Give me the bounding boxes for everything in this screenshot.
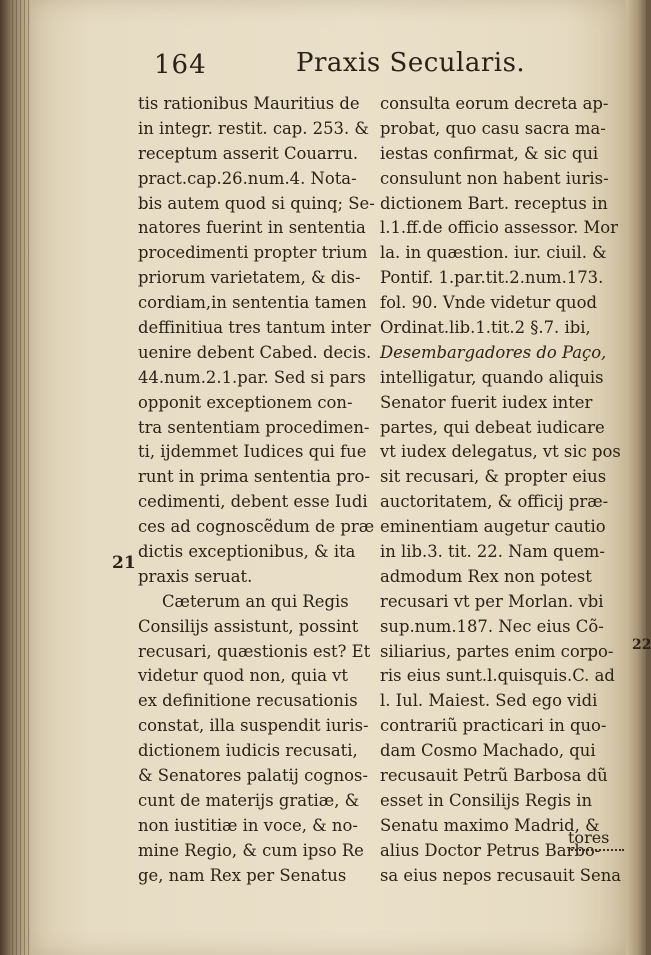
text-line: fol. 90. Vnde videtur quod	[380, 293, 597, 313]
text-line: esset in Consilijs Regis in	[380, 790, 593, 810]
text-line: 44.num.2.1.par. Sed si pars	[138, 367, 366, 387]
text-line: sit recusari, & propter eius	[380, 467, 607, 487]
text-line: cedimenti, debent esse Iudi	[138, 492, 368, 512]
text-line: receptum asserit Couarru.	[138, 143, 359, 163]
text-line: consulta eorum decreta ap-	[380, 94, 609, 113]
text-line: & Senatores palatij cognos-	[138, 766, 368, 786]
text-line: dictionem iudicis recusati,	[138, 741, 358, 761]
text-line: Senatu maximo Madrid, &	[380, 815, 600, 835]
text-line: dam Cosmo Machado, qui	[380, 741, 596, 761]
page-number: 164	[154, 50, 207, 80]
text-line: l.1.ff.de officio assessor. Mor	[380, 218, 618, 238]
text-line: in integr. restit. cap. 253. &	[138, 118, 369, 138]
margin-number-left: 21	[112, 553, 136, 573]
text-line: probat, quo casu sacra ma-	[380, 118, 606, 138]
book-page	[30, 0, 651, 955]
text-line: tra sententiam procedimen-	[138, 417, 370, 437]
text-line: intelligatur, quando aliquis	[380, 367, 604, 387]
text-line: la. in quæstion. iur. ciuil. &	[380, 243, 607, 263]
text-line: bis autem quod si quinq; Se-	[138, 193, 375, 213]
text-line: recusari, quæstionis est? Et	[138, 641, 371, 661]
text-line: cordiam,in sententia tamen	[138, 293, 367, 313]
text-line: deffinitiua tres tantum inter	[138, 318, 371, 338]
text-line: pract.cap.26.num.4. Nota-	[138, 168, 357, 188]
text-line: partes, qui debeat iudicare	[380, 417, 605, 437]
text-line: videtur quod non, quia vt	[138, 666, 349, 686]
text-line: praxis seruat.	[138, 566, 253, 586]
right-column	[380, 92, 640, 889]
text-line: Pontif. 1.par.tit.2.num.173.	[380, 268, 604, 288]
text-line: procedimenti propter trium	[138, 243, 368, 263]
catchword-underline	[568, 849, 624, 851]
text-line: Ordinat.lib.1.tit.2 §.7. ibi,	[380, 318, 591, 338]
text-line: sup.num.187. Nec eius Cõ-	[380, 616, 604, 636]
text-line: sa eius nepos recusauit Sena	[380, 865, 622, 885]
text-line: opponit exceptionem con-	[138, 392, 353, 412]
page-header	[30, 46, 626, 86]
text-line: runt in prima sententia pro-	[138, 467, 370, 487]
text-line: iestas confirmat, & sic qui	[380, 143, 599, 163]
text-line: Cæterum an qui Regis	[162, 591, 349, 611]
text-line: siliarius, partes enim corpo-	[380, 641, 614, 661]
text-line: dictis exceptionibus, & ita	[138, 542, 356, 562]
text-line: ris eius sunt.l.quisquis.C. ad	[380, 666, 615, 686]
margin-number-right: 22	[632, 637, 651, 653]
text-line: recusauit Petrũ Barbosa dũ	[380, 766, 608, 786]
text-line: l. Iul. Maiest. Sed ego vidi	[380, 691, 598, 711]
text-line: vt iudex delegatus, vt sic pos	[380, 442, 621, 462]
text-line: consulunt non habent iuris-	[380, 168, 609, 188]
text-line: Consilijs assistunt, possint	[138, 616, 359, 636]
catchword: tores	[568, 828, 610, 847]
text-line: tis rationibus Mauritius de	[138, 94, 360, 113]
left-column	[138, 92, 390, 889]
text-line: alius Doctor Petrus Barbo-	[380, 840, 601, 860]
text-line: in lib.3. tit. 22. Nam quem-	[380, 542, 605, 562]
text-line: ge, nam Rex per Senatus	[138, 865, 347, 885]
text-line: eminentiam augetur cautio	[380, 517, 606, 537]
text-line: admodum Rex non potest	[380, 566, 592, 586]
text-line: recusari vt per Morlan. vbi	[380, 591, 604, 611]
text-line: priorum varietatem, & dis-	[138, 268, 361, 288]
text-line: contrariũ practicari in quo-	[380, 716, 607, 736]
text-line: non iustitiæ in voce, & no-	[138, 815, 358, 835]
text-line: constat, illa suspendit iuris-	[138, 716, 369, 736]
text-line: natores fuerint in sententia	[138, 218, 366, 238]
text-line: auctoritatem, & officij præ-	[380, 492, 609, 512]
text-line: Senator fuerit iudex inter	[380, 392, 593, 412]
text-line: uenire debent Cabed. decis.	[138, 342, 372, 362]
running-title: Praxis Secularis.	[296, 48, 526, 78]
text-line: ces ad cognoscẽdum de præ	[138, 517, 375, 537]
text-line: cunt de materijs gratiæ, &	[138, 790, 360, 810]
text-line: ti, ijdemmet Iudices qui fue	[138, 442, 367, 462]
text-line: mine Regio, & cum ipso Re	[138, 840, 364, 860]
text-line: Desembargadores do Paço,	[380, 342, 607, 362]
text-line: ex definitione recusationis	[138, 691, 358, 711]
text-line: dictionem Bart. receptus in	[380, 193, 608, 213]
